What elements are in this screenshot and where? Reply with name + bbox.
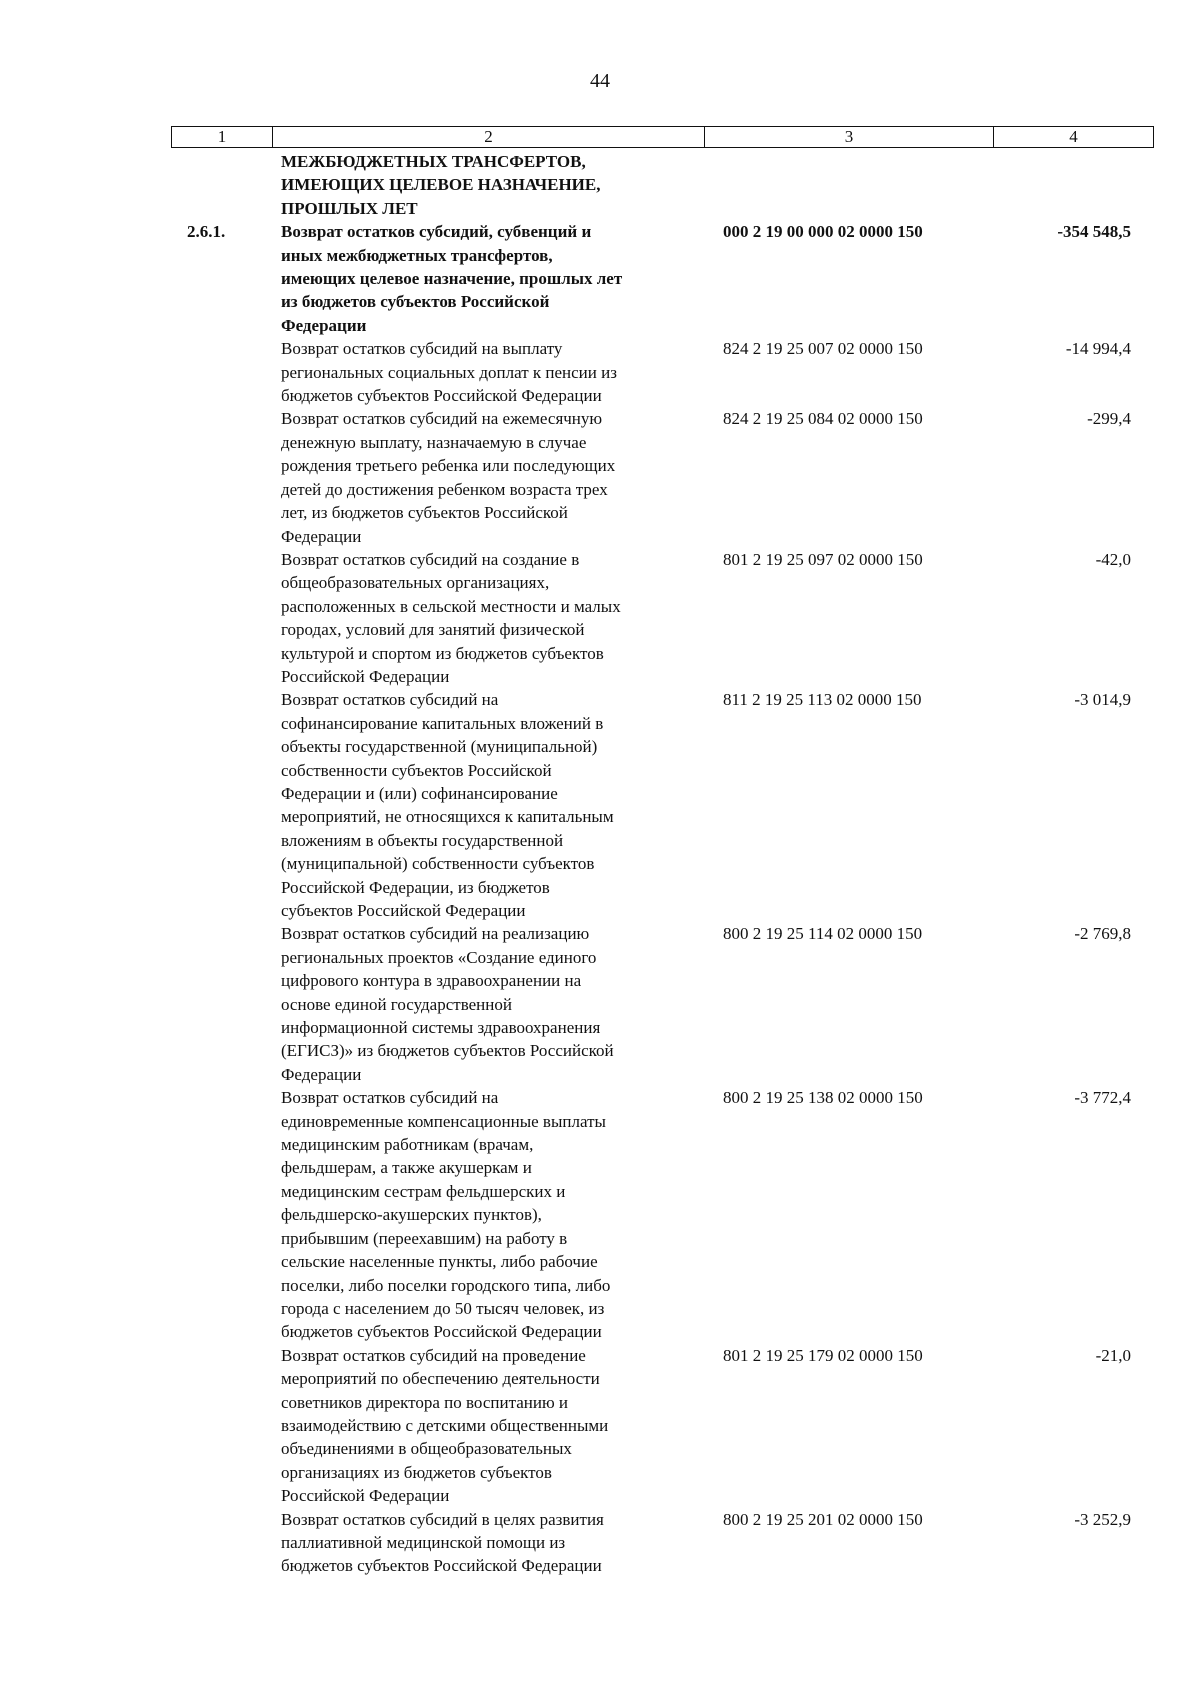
table-row bbox=[171, 150, 1151, 220]
column-header-3: 3 bbox=[705, 127, 994, 148]
table-row bbox=[171, 337, 1151, 407]
row-value: -3 014,9 bbox=[1074, 690, 1131, 710]
column-header-4: 4 bbox=[994, 127, 1154, 148]
row-value: -14 994,4 bbox=[1065, 339, 1131, 359]
row-code: 801 2 19 25 179 02 0000 150 bbox=[723, 1345, 923, 1365]
table-row bbox=[171, 1086, 1151, 1343]
page-number: 44 bbox=[590, 70, 610, 92]
row-number bbox=[171, 337, 281, 407]
row-value: -21,0 bbox=[1095, 1345, 1131, 1365]
row-code: 824 2 19 25 007 02 0000 150 bbox=[723, 339, 923, 359]
row-number bbox=[171, 150, 281, 220]
table-row bbox=[171, 548, 1151, 688]
row-number bbox=[171, 1508, 281, 1578]
row-value: -3 252,9 bbox=[1074, 1509, 1131, 1529]
row-code: 800 2 19 25 138 02 0000 150 bbox=[723, 1088, 923, 1108]
row-code: 801 2 19 25 097 02 0000 150 bbox=[723, 549, 923, 569]
row-value bbox=[1001, 150, 1131, 220]
row-code: 800 2 19 25 201 02 0000 150 bbox=[723, 1509, 923, 1529]
row-number: 2.6.1. bbox=[187, 222, 226, 242]
row-name: МЕЖБЮДЖЕТНЫХ ТРАНСФЕРТОВ, ИМЕЮЩИХ ЦЕЛЕВОЕ НАЗНАЧЕНИЕ, ПРОШЛЫХ ЛЕТ bbox=[281, 152, 601, 218]
row-number bbox=[171, 1344, 281, 1508]
row-code: 824 2 19 25 084 02 0000 150 bbox=[723, 409, 923, 429]
row-value: -2 769,8 bbox=[1074, 924, 1131, 944]
table-row bbox=[171, 407, 1151, 547]
row-name: Возврат остатков субсидий на софинансирование капитальных вложений в объекты государственной (муниципальной) собственности субъектов Российской Федерации и (или) софинансирование мероприятий, не относящихся к капитальным вложениям в объекты государственной (муниципальной) собственности субъектов Российской Федерации, из бюджетов субъектов Российской Федерации bbox=[281, 690, 614, 920]
column-header-row bbox=[172, 127, 1154, 148]
row-number bbox=[171, 1086, 281, 1343]
column-header-1: 1 bbox=[172, 127, 273, 148]
table-row bbox=[171, 1508, 1151, 1578]
row-value: -3 772,4 bbox=[1074, 1088, 1131, 1108]
column-header-2: 2 bbox=[273, 127, 705, 148]
table-row bbox=[171, 220, 1151, 337]
table-row bbox=[171, 688, 1151, 922]
row-code: 800 2 19 25 114 02 0000 150 bbox=[723, 924, 923, 944]
column-header-table bbox=[171, 126, 1154, 148]
budget-rows bbox=[171, 150, 1151, 1578]
row-number bbox=[171, 922, 281, 1086]
row-name: Возврат остатков субсидий на создание в общеобразовательных организациях, расположенных в сельской местности и малых городах, условий для занятий физической культурой и спортом из бюджетов субъектов Российской Федерации bbox=[281, 549, 621, 686]
row-number bbox=[171, 688, 281, 922]
row-number bbox=[171, 407, 281, 547]
row-name: Возврат остатков субсидий, субвенций и иных межбюджетных трансфертов, имеющих целевое назначение, прошлых лет из бюджетов субъектов Российской Федерации bbox=[281, 222, 623, 335]
row-name: Возврат остатков субсидий в целях развития паллиативной медицинской помощи из бюджетов субъектов Российской Федерации bbox=[281, 1509, 604, 1576]
row-value: -299,4 bbox=[1087, 409, 1131, 429]
row-code bbox=[711, 150, 1001, 220]
row-name: Возврат остатков субсидий на реализацию региональных проектов «Создание единого цифрового контура в здравоохранении на основе единой государственной информационной системы здравоохранения (ЕГИСЗ)» из бюджетов субъектов Российской Федерации bbox=[281, 924, 614, 1084]
row-name: Возврат остатков субсидий на единовременные компенсационные выплаты медицинским работникам (врачам, фельдшерам, а также акушеркам и медицинским сестрам фельдшерских и фельдшерско-акушерских пунктов), прибывшим (переехавшим) на работу в сельские населенные пункты, либо рабочие поселки, либо поселки городского типа, либо города с населением до 50 тысяч человек, из бюджетов субъектов Российской Федерации bbox=[281, 1088, 611, 1342]
row-name: Возврат остатков субсидий на проведение мероприятий по обеспечению деятельности советников директора по воспитанию и взаимодействию с детскими общественными объединениями в общеобразовательных организациях из бюджетов субъектов Российской Федерации bbox=[281, 1345, 609, 1506]
table-row bbox=[171, 1344, 1151, 1508]
row-value: -354 548,5 bbox=[1057, 222, 1131, 242]
row-number bbox=[171, 548, 281, 688]
row-code: 811 2 19 25 113 02 0000 150 bbox=[723, 690, 922, 710]
row-code: 000 2 19 00 000 02 0000 150 bbox=[723, 222, 923, 242]
row-name: Возврат остатков субсидий на выплату региональных социальных доплат к пенсии из бюджетов субъектов Российской Федерации bbox=[281, 339, 617, 406]
table-row bbox=[171, 922, 1151, 1086]
row-name: Возврат остатков субсидий на ежемесячную денежную выплату, назначаемую в случае рождения третьего ребенка или последующих детей до достижения ребенком возраста трех лет, из бюджетов субъектов Российской Федерации bbox=[281, 409, 616, 546]
row-value: -42,0 bbox=[1095, 549, 1131, 569]
